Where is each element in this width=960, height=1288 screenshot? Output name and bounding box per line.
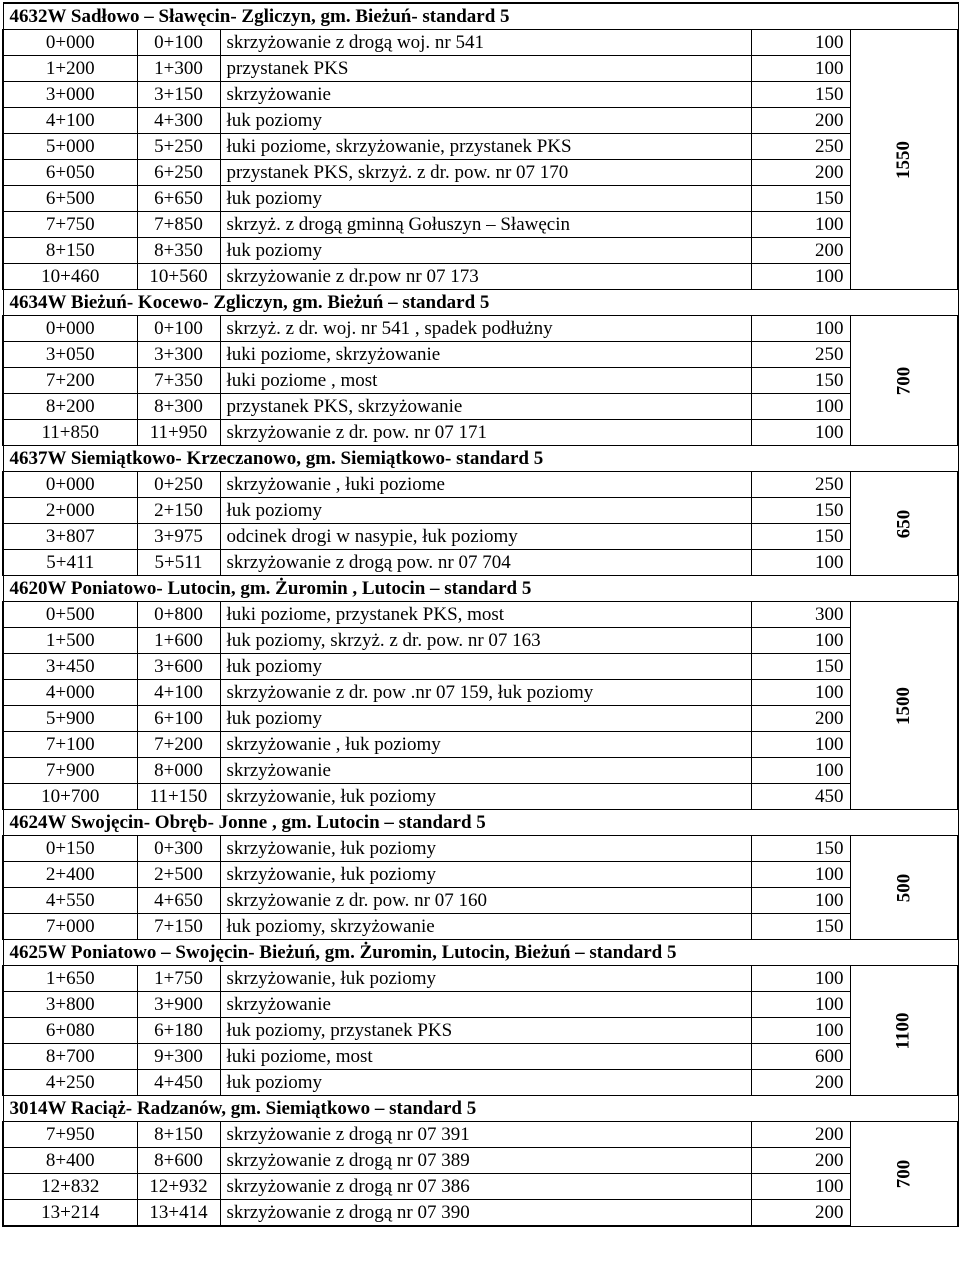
section-total-label: 650: [892, 509, 914, 538]
km-from: 1+500: [3, 628, 137, 654]
description: łuk poziomy: [220, 706, 751, 732]
description: łuk poziomy: [220, 654, 751, 680]
km-from: 7+200: [3, 368, 137, 394]
table-row: [3, 472, 958, 498]
table-row: [3, 836, 958, 862]
km-from: 3+000: [3, 82, 137, 108]
km-to: 1+300: [137, 56, 220, 82]
length-value: 100: [751, 992, 850, 1018]
description: łuki poziome, skrzyżowanie, przystanek PKS: [220, 134, 751, 160]
km-to: 2+500: [137, 862, 220, 888]
km-to: 7+350: [137, 368, 220, 394]
km-from: 10+700: [3, 784, 137, 810]
road-sections-document: [2, 2, 957, 1227]
km-from: 4+550: [3, 888, 137, 914]
km-from: 0+000: [3, 472, 137, 498]
km-to: 8+000: [137, 758, 220, 784]
description: skrzyżowanie , łuki poziome: [220, 472, 751, 498]
table-row: [3, 732, 958, 758]
km-from: 4+100: [3, 108, 137, 134]
description: przystanek PKS, skrzyż. z dr. pow. nr 07 170: [220, 160, 751, 186]
section-total-label: 500: [892, 873, 914, 902]
description: skrzyżowanie: [220, 82, 751, 108]
length-value: 150: [751, 836, 850, 862]
km-from: 6+080: [3, 1018, 137, 1044]
description: skrzyż. z dr. woj. nr 541 , spadek podłużny: [220, 316, 751, 342]
km-to: 2+150: [137, 498, 220, 524]
description: skrzyż. z drogą gminną Gołuszyn – Sławęcin: [220, 212, 751, 238]
length-value: 100: [751, 628, 850, 654]
km-to: 5+511: [137, 550, 220, 576]
km-to: 0+800: [137, 602, 220, 628]
km-from: 8+150: [3, 238, 137, 264]
length-value: 100: [751, 56, 850, 82]
km-to: 8+350: [137, 238, 220, 264]
length-value: 200: [751, 238, 850, 264]
table-row: [3, 1018, 958, 1044]
length-value: 200: [751, 160, 850, 186]
description: łuk poziomy, skrzyż. z dr. pow. nr 07 163: [220, 628, 751, 654]
table-row: [3, 888, 958, 914]
km-to: 6+250: [137, 160, 220, 186]
km-to: 0+100: [137, 30, 220, 56]
description: łuki poziome, skrzyżowanie: [220, 342, 751, 368]
km-from: 7+950: [3, 1122, 137, 1148]
km-to: 1+600: [137, 628, 220, 654]
length-value: 100: [751, 862, 850, 888]
length-value: 150: [751, 82, 850, 108]
km-to: 3+600: [137, 654, 220, 680]
km-to: 11+950: [137, 420, 220, 446]
table-row: [3, 316, 958, 342]
km-from: 11+850: [3, 420, 137, 446]
table-row: [3, 992, 958, 1018]
km-to: 9+300: [137, 1044, 220, 1070]
table-row: [3, 758, 958, 784]
section-total-label: 700: [892, 1159, 914, 1188]
table-row: [3, 550, 958, 576]
km-from: 4+250: [3, 1070, 137, 1096]
table-row: [3, 914, 958, 940]
km-to: 3+975: [137, 524, 220, 550]
km-to: 3+150: [137, 82, 220, 108]
km-from: 8+700: [3, 1044, 137, 1070]
km-from: 0+000: [3, 316, 137, 342]
section-total: [850, 472, 958, 576]
table-row: [3, 264, 958, 290]
length-value: 300: [751, 602, 850, 628]
table-row: [3, 1174, 958, 1200]
description: łuk poziomy: [220, 238, 751, 264]
description: skrzyżowanie z drogą nr 07 390: [220, 1200, 751, 1227]
table-row: [3, 498, 958, 524]
section-total: [850, 602, 958, 810]
km-to: 0+300: [137, 836, 220, 862]
length-value: 100: [751, 966, 850, 992]
km-to: 8+150: [137, 1122, 220, 1148]
description: skrzyżowanie z dr. pow. nr 07 160: [220, 888, 751, 914]
length-value: 150: [751, 654, 850, 680]
km-to: 0+100: [137, 316, 220, 342]
km-from: 2+400: [3, 862, 137, 888]
length-value: 100: [751, 1174, 850, 1200]
section-header: 4625W Poniatowo – Swojęcin- Bieżuń, gm. Żuromin, Lutocin, Bieżuń – standard 5: [3, 940, 958, 966]
description: skrzyżowanie z drogą woj. nr 541: [220, 30, 751, 56]
length-value: 250: [751, 342, 850, 368]
km-from: 7+000: [3, 914, 137, 940]
table-row: [3, 654, 958, 680]
km-from: 3+450: [3, 654, 137, 680]
length-value: 150: [751, 368, 850, 394]
description: łuk poziomy: [220, 498, 751, 524]
table-row: [3, 966, 958, 992]
km-to: 7+150: [137, 914, 220, 940]
section-header: 4624W Swojęcin- Obręb- Jonne , gm. Lutocin – standard 5: [3, 810, 958, 836]
description: łuki poziome, most: [220, 1044, 751, 1070]
table-row: [3, 706, 958, 732]
length-value: 100: [751, 680, 850, 706]
km-to: 6+180: [137, 1018, 220, 1044]
length-value: 250: [751, 134, 850, 160]
length-value: 250: [751, 472, 850, 498]
length-value: 150: [751, 498, 850, 524]
km-to: 3+900: [137, 992, 220, 1018]
km-to: 7+200: [137, 732, 220, 758]
km-to: 4+300: [137, 108, 220, 134]
section-header: 4637W Siemiątkowo- Krzeczanowo, gm. Siemiątkowo- standard 5: [3, 446, 958, 472]
km-from: 5+900: [3, 706, 137, 732]
section-total-label: 1500: [892, 686, 914, 725]
length-value: 200: [751, 1070, 850, 1096]
km-from: 1+650: [3, 966, 137, 992]
km-to: 1+750: [137, 966, 220, 992]
km-to: 11+150: [137, 784, 220, 810]
description: skrzyżowanie , łuk poziomy: [220, 732, 751, 758]
table-row: [3, 368, 958, 394]
description: skrzyżowanie, łuk poziomy: [220, 784, 751, 810]
table-row: [3, 1070, 958, 1096]
km-to: 0+250: [137, 472, 220, 498]
km-to: 8+600: [137, 1148, 220, 1174]
km-to: 4+100: [137, 680, 220, 706]
section-header-row: [3, 3, 958, 30]
section-header-row: [3, 1096, 958, 1122]
description: skrzyżowanie z drogą pow. nr 07 704: [220, 550, 751, 576]
km-from: 6+050: [3, 160, 137, 186]
km-from: 3+050: [3, 342, 137, 368]
table-row: [3, 628, 958, 654]
table-row: [3, 82, 958, 108]
length-value: 100: [751, 888, 850, 914]
km-to: 7+850: [137, 212, 220, 238]
table-row: [3, 1044, 958, 1070]
length-value: 200: [751, 1200, 850, 1227]
section-total-label: 1100: [892, 1012, 914, 1049]
description: odcinek drogi w nasypie, łuk poziomy: [220, 524, 751, 550]
table-row: [3, 862, 958, 888]
km-from: 5+000: [3, 134, 137, 160]
description: skrzyżowanie z dr. pow .nr 07 159, łuk poziomy: [220, 680, 751, 706]
length-value: 200: [751, 1148, 850, 1174]
table-row: [3, 394, 958, 420]
length-value: 100: [751, 732, 850, 758]
km-from: 0+000: [3, 30, 137, 56]
km-from: 2+000: [3, 498, 137, 524]
km-from: 0+150: [3, 836, 137, 862]
table-row: [3, 342, 958, 368]
table-row: [3, 1122, 958, 1148]
section-total: [850, 316, 958, 446]
km-from: 6+500: [3, 186, 137, 212]
table-row: [3, 420, 958, 446]
table-row: [3, 30, 958, 56]
km-from: 7+750: [3, 212, 137, 238]
section-header-row: [3, 576, 958, 602]
km-from: 12+832: [3, 1174, 137, 1200]
table-row: [3, 160, 958, 186]
table-row: [3, 56, 958, 82]
km-from: 8+200: [3, 394, 137, 420]
description: skrzyżowanie, łuk poziomy: [220, 836, 751, 862]
description: łuk poziomy: [220, 1070, 751, 1096]
section-header: 4632W Sadłowo – Sławęcin- Zgliczyn, gm. Bieżuń- standard 5: [3, 3, 958, 30]
description: łuk poziomy: [220, 108, 751, 134]
section-total: [850, 966, 958, 1096]
section-total-label: 1550: [892, 140, 914, 179]
description: łuk poziomy, skrzyżowanie: [220, 914, 751, 940]
description: przystanek PKS: [220, 56, 751, 82]
description: skrzyżowanie z drogą nr 07 391: [220, 1122, 751, 1148]
length-value: 150: [751, 914, 850, 940]
road-sections-table: [2, 2, 959, 1227]
km-to: 12+932: [137, 1174, 220, 1200]
length-value: 150: [751, 186, 850, 212]
km-to: 5+250: [137, 134, 220, 160]
length-value: 100: [751, 264, 850, 290]
length-value: 100: [751, 212, 850, 238]
description: skrzyżowanie z drogą nr 07 389: [220, 1148, 751, 1174]
km-from: 5+411: [3, 550, 137, 576]
km-from: 3+807: [3, 524, 137, 550]
km-from: 4+000: [3, 680, 137, 706]
length-value: 100: [751, 550, 850, 576]
table-row: [3, 134, 958, 160]
length-value: 200: [751, 1122, 850, 1148]
km-from: 7+100: [3, 732, 137, 758]
table-row: [3, 238, 958, 264]
table-row: [3, 108, 958, 134]
description: skrzyżowanie z drogą nr 07 386: [220, 1174, 751, 1200]
km-from: 8+400: [3, 1148, 137, 1174]
description: skrzyżowanie z dr.pow nr 07 173: [220, 264, 751, 290]
length-value: 600: [751, 1044, 850, 1070]
length-value: 450: [751, 784, 850, 810]
length-value: 100: [751, 30, 850, 56]
length-value: 150: [751, 524, 850, 550]
section-total: [850, 30, 958, 290]
table-row: [3, 186, 958, 212]
section-total: [850, 836, 958, 940]
length-value: 100: [751, 758, 850, 784]
length-value: 100: [751, 394, 850, 420]
km-to: 6+650: [137, 186, 220, 212]
km-to: 13+414: [137, 1200, 220, 1227]
table-row: [3, 784, 958, 810]
table-row: [3, 1200, 958, 1227]
length-value: 200: [751, 706, 850, 732]
description: przystanek PKS, skrzyżowanie: [220, 394, 751, 420]
km-from: 10+460: [3, 264, 137, 290]
km-to: 10+560: [137, 264, 220, 290]
table-row: [3, 680, 958, 706]
length-value: 100: [751, 420, 850, 446]
section-header-row: [3, 940, 958, 966]
length-value: 200: [751, 108, 850, 134]
section-total: [850, 1122, 958, 1227]
length-value: 100: [751, 316, 850, 342]
km-to: 6+100: [137, 706, 220, 732]
km-from: 1+200: [3, 56, 137, 82]
description: łuki poziome, przystanek PKS, most: [220, 602, 751, 628]
section-header-row: [3, 810, 958, 836]
description: skrzyżowanie: [220, 758, 751, 784]
section-header-row: [3, 290, 958, 316]
description: skrzyżowanie, łuk poziomy: [220, 862, 751, 888]
section-total-label: 700: [892, 366, 914, 395]
section-header: 3014W Raciąż- Radzanów, gm. Siemiątkowo – standard 5: [3, 1096, 958, 1122]
description: łuk poziomy: [220, 186, 751, 212]
description: skrzyżowanie z dr. pow. nr 07 171: [220, 420, 751, 446]
section-header: 4620W Poniatowo- Lutocin, gm. Żuromin , Lutocin – standard 5: [3, 576, 958, 602]
km-to: 4+650: [137, 888, 220, 914]
description: skrzyżowanie, łuk poziomy: [220, 966, 751, 992]
km-to: 8+300: [137, 394, 220, 420]
km-from: 3+800: [3, 992, 137, 1018]
table-row: [3, 602, 958, 628]
km-to: 4+450: [137, 1070, 220, 1096]
description: skrzyżowanie: [220, 992, 751, 1018]
table-row: [3, 1148, 958, 1174]
km-from: 7+900: [3, 758, 137, 784]
km-from: 13+214: [3, 1200, 137, 1227]
description: łuki poziome , most: [220, 368, 751, 394]
km-to: 3+300: [137, 342, 220, 368]
table-row: [3, 212, 958, 238]
km-from: 0+500: [3, 602, 137, 628]
section-header-row: [3, 446, 958, 472]
description: łuk poziomy, przystanek PKS: [220, 1018, 751, 1044]
table-row: [3, 524, 958, 550]
section-header: 4634W Bieżuń- Kocewo- Zgliczyn, gm. Bieżuń – standard 5: [3, 290, 958, 316]
length-value: 100: [751, 1018, 850, 1044]
